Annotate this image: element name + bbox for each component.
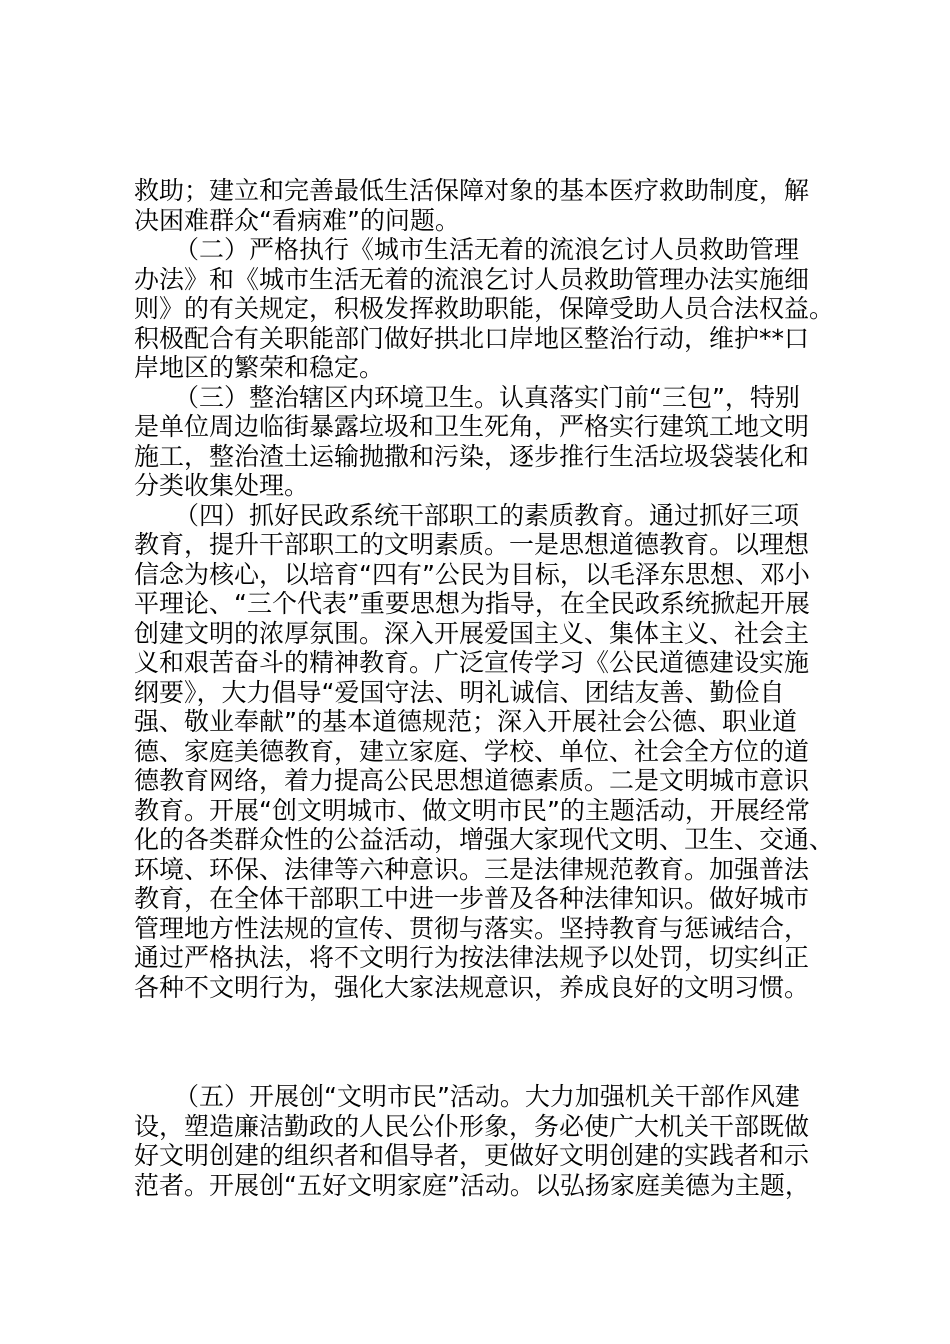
text-line: 义和艰苦奋斗的精神教育。广泛宣传学习《公民道德建设实施 [134, 648, 810, 677]
text-line: 岸地区的繁荣和稳定。 [134, 353, 385, 382]
text-line: 则》的有关规定，积极发挥救助职能，保障受助人员合法权益。 [134, 294, 835, 323]
paragraph-heading-5: （五）开展创“文明市民”活动。大力加强机关干部作风建 [174, 1082, 800, 1111]
text-line: 是单位周边临街暴露垃圾和卫生死角，严格实行建筑工地文明 [134, 412, 810, 441]
text-line: 决困难群众“看病难”的问题。 [134, 205, 460, 235]
text-line: 化的各类群众性的公益活动，增强大家现代文明、卫生、交通、 [134, 825, 835, 854]
text-line: 德、家庭美德教育，建立家庭、学校、单位、社会全方位的道 [134, 736, 810, 766]
text-line: 各种不文明行为，强化大家法规意识，养成良好的文明习惯。 [134, 972, 810, 1002]
document-text-block [134, 176, 834, 1002]
text-line: 办法》和《城市生活无着的流浪乞讨人员救助管理办法实施细 [134, 264, 810, 294]
paragraph-heading-2: （二）严格执行《城市生活无着的流浪乞讨人员救助管理 [174, 235, 800, 264]
paragraph-heading-4: （四）抓好民政系统干部职工的素质教育。通过抓好三项 [174, 500, 800, 530]
document-text-block [134, 1082, 834, 1200]
text-line: 纲要》，大力倡导“爱国守法、明礼诚信、团结友善、勤俭自 [134, 677, 785, 707]
text-line: 好文明创建的组织者和倡导者，更做好文明创建的实践者和示 [134, 1141, 810, 1170]
text-line: 教育。开展“创文明城市、做文明市民”的主题活动，开展经常 [134, 795, 810, 825]
text-line: 管理地方性法规的宣传、贯彻与落实。坚持教育与惩诫结合， [134, 913, 810, 943]
text-line: 设，塑造廉洁勤政的人民公仆形象，务必使广大机关干部既做 [134, 1111, 810, 1141]
text-line: 创建文明的浓厚氛围。深入开展爱国主义、集体主义、社会主 [134, 618, 810, 648]
text-line: 救助；建立和完善最低生活保障对象的基本医疗救助制度，解 [134, 176, 810, 205]
text-line: 强、敬业奉献”的基本道德规范；深入开展社会公德、职业道 [134, 707, 797, 736]
text-line: 教育，提升干部职工的文明素质。一是思想道德教育。以理想 [134, 530, 810, 559]
text-line: 平理论、“三个代表”重要思想为指导，在全民政系统掀起开展 [134, 589, 810, 618]
text-line: 积极配合有关职能部门做好拱北口岸地区整治行动，维护**口 [134, 323, 810, 353]
text-line: 通过严格执法，将不文明行为按法律法规予以处罚，切实纠正 [134, 943, 810, 972]
text-line: 分类收集处理。 [134, 471, 310, 500]
text-line: 环境、环保、法律等六种意识。三是法律规范教育。加强普法 [134, 854, 810, 884]
paragraph-heading-3: （三）整治辖区内环境卫生。认真落实门前“三包”，特别 [174, 382, 800, 412]
text-line: 信念为核心，以培育“四有”公民为目标，以毛泽东思想、邓小 [134, 559, 810, 589]
text-line: 施工，整治渣土运输抛撒和污染，逐步推行生活垃圾袋装化和 [134, 441, 810, 471]
text-line: 范者。开展创“五好文明家庭”活动。以弘扬家庭美德为主题， [134, 1170, 810, 1200]
text-line: 教育，在全体干部职工中进一步普及各种法律知识。做好城市 [134, 884, 810, 913]
text-line: 德教育网络，着力提高公民思想道德素质。二是文明城市意识 [134, 766, 810, 795]
